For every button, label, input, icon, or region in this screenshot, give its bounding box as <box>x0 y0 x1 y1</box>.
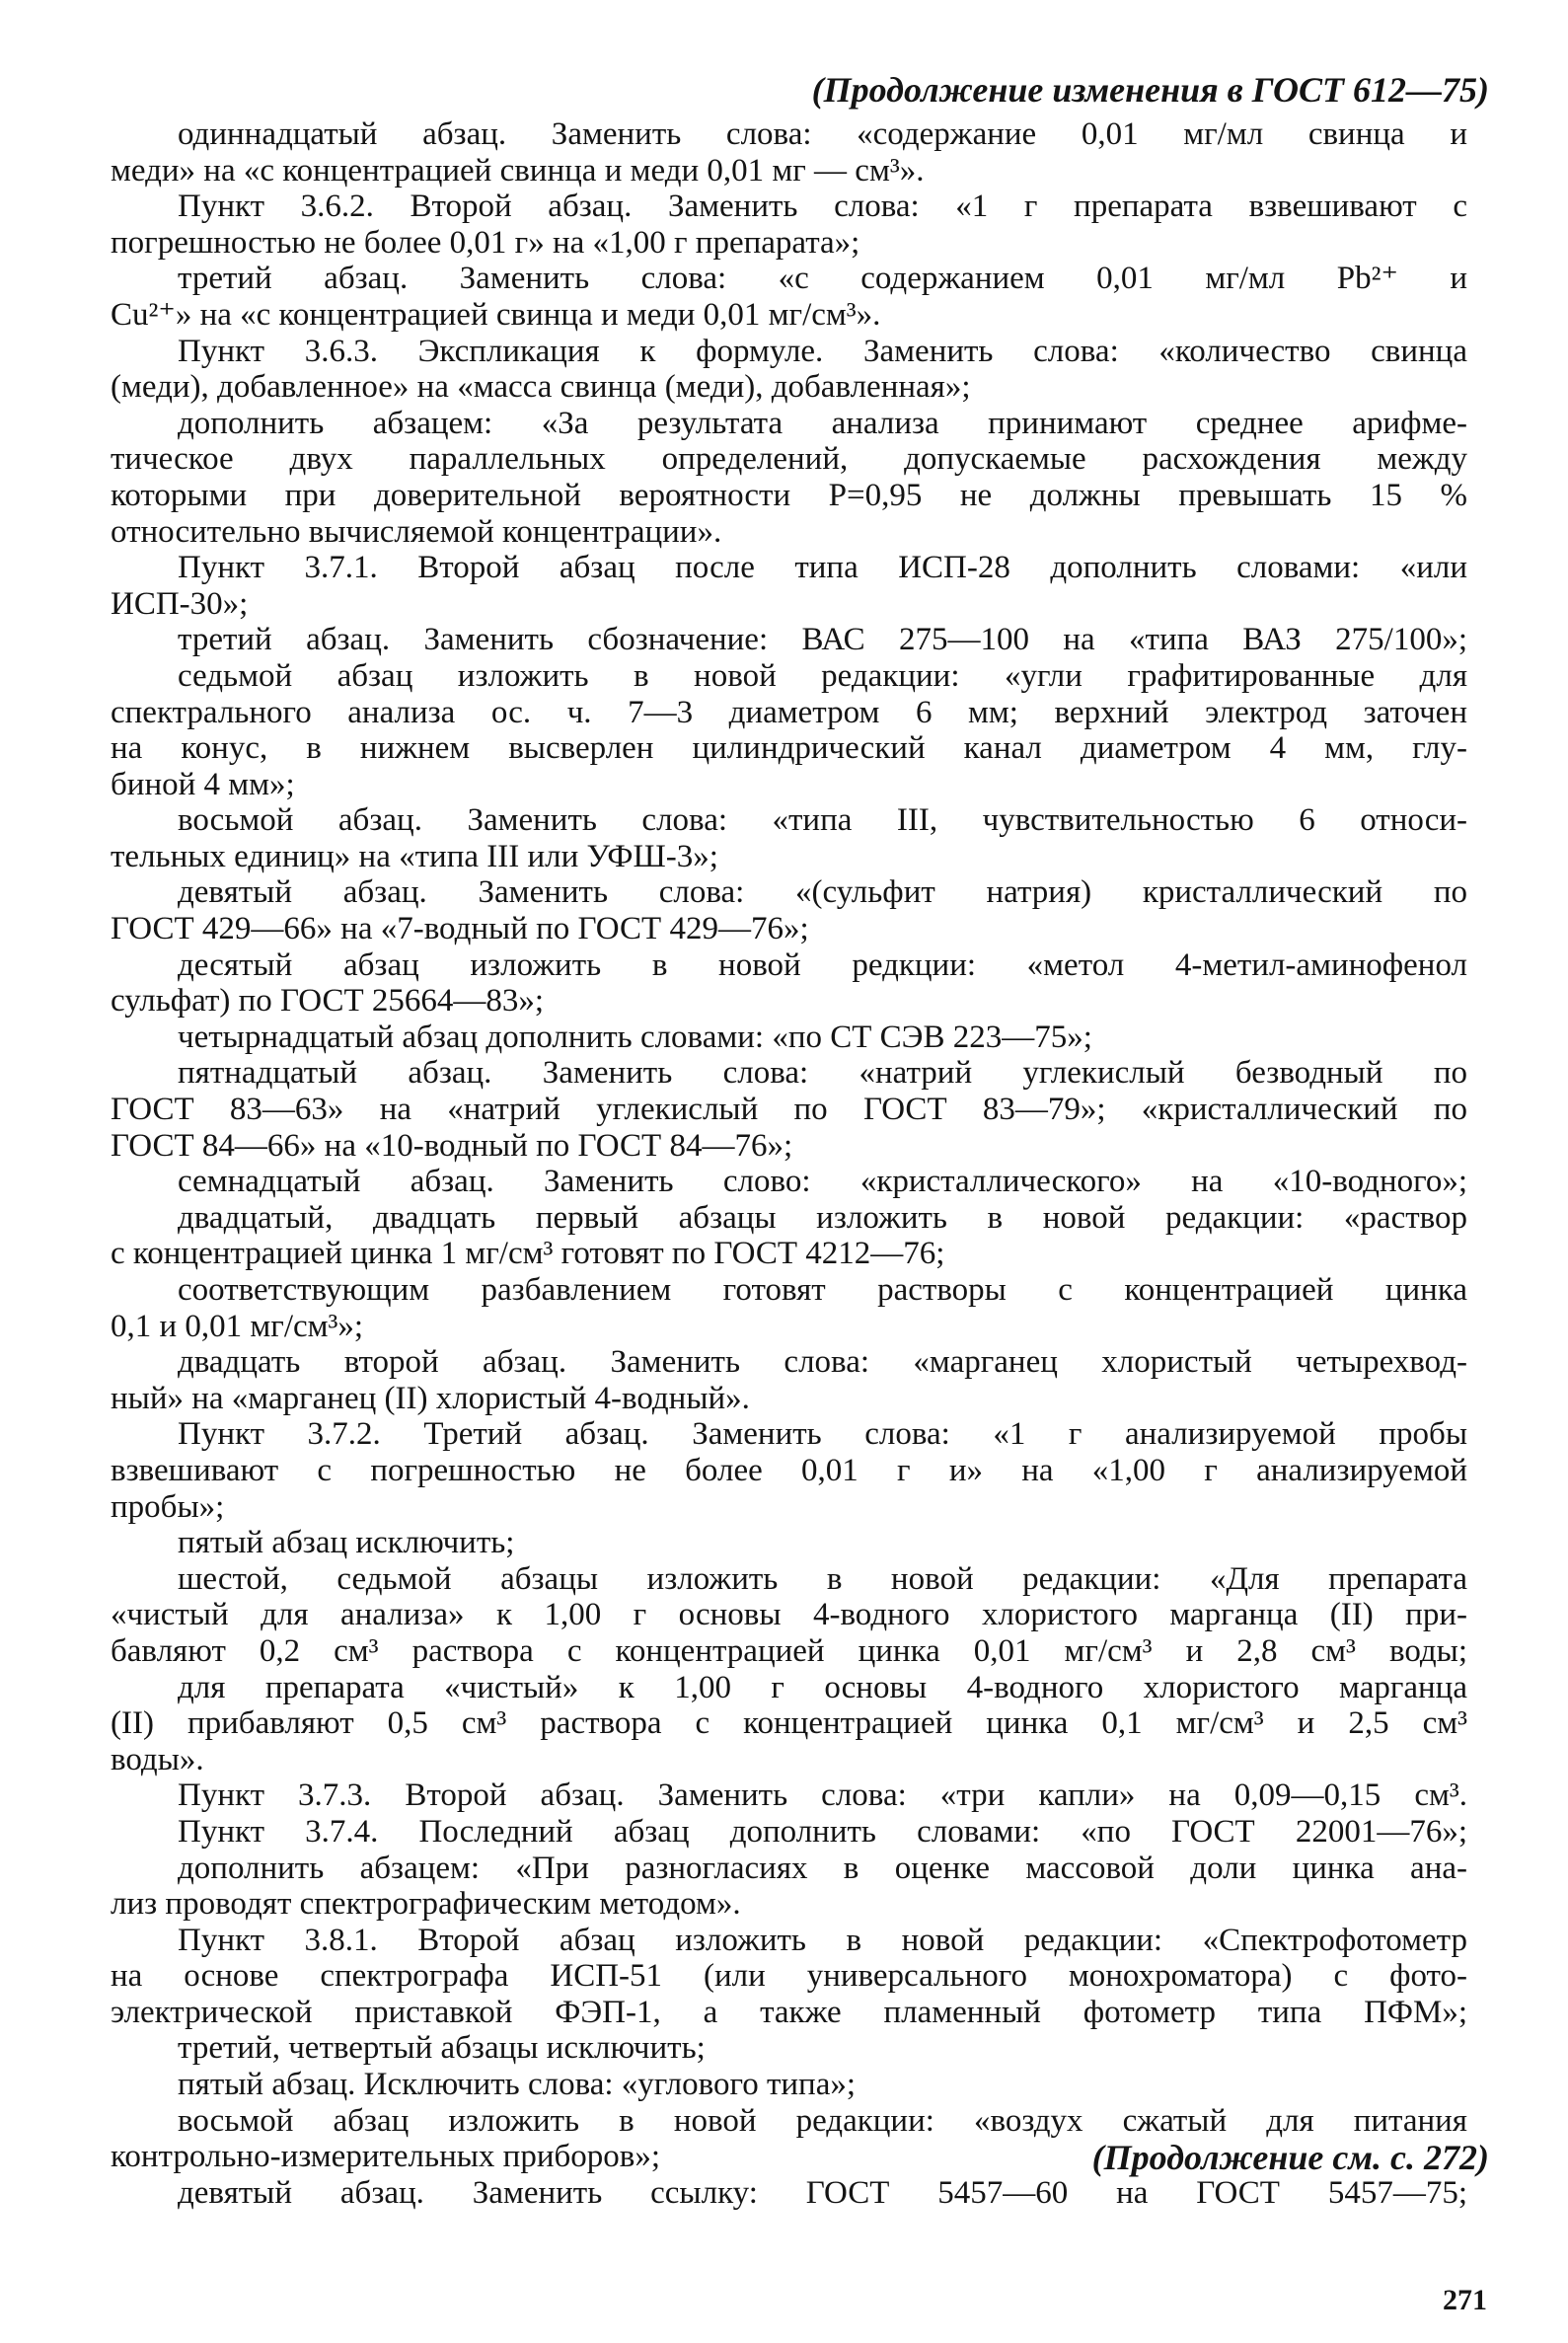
text-line: восьмой абзац изложить в новой редакции: «воздух сжатый для питания <box>178 2102 1467 2139</box>
text-line: третий, четвертый абзацы исключить; <box>178 2030 706 2067</box>
text-line: третий абзац. Заменить слова: «с содержанием 0,01 мг/мл Pb²⁺ и <box>178 261 1467 297</box>
page-number: 271 <box>1443 2284 1487 2316</box>
text-line: лиз проводят спектрографическим методом». <box>111 1886 741 1923</box>
text-line: с концентрацией цинка 1 мг/см³ готовят по ГОСТ 4212—76; <box>111 1236 945 1272</box>
text-line: пробы»; <box>111 1488 225 1525</box>
text-line: Cu²⁺» на «с концентрацией свинца и меди 0,01 мг/см³». <box>111 296 881 333</box>
text-line: десятый абзац изложить в новой редкции: «метол 4-метил-аминофенол <box>178 946 1467 983</box>
text-line: на конус, в нижнем высверлен цилиндрический канал диаметром 4 мм, глу- <box>111 730 1467 767</box>
text-line: для препарата «чистый» к 1,00 г основы 4-водного хлористого марганца <box>178 1669 1467 1705</box>
text-line: относительно вычисляемой концентрации». <box>111 513 722 550</box>
text-line: Пункт 3.8.1. Второй абзац изложить в новой редакции: «Спектрофотометр <box>178 1922 1467 1958</box>
text-line: Пункт 3.7.4. Последний абзац дополнить словами: «по ГОСТ 22001—76»; <box>178 1813 1467 1850</box>
text-line: девятый абзац. Заменить слова: «(сульфит натрия) кристаллический по <box>178 874 1467 911</box>
text-line: третий абзац. Заменить сбозначение: ВАС 275—100 на «типа ВАЗ 275/100»; <box>178 622 1467 658</box>
text-line: контрольно-измерительных приборов»; <box>111 2139 661 2175</box>
text-line: Пункт 3.7.3. Второй абзац. Заменить слова: «три капли» на 0,09—0,15 см³. <box>178 1777 1467 1814</box>
text-line: шестой, седьмой абзацы изложить в новой редакции: «Для препарата <box>178 1560 1467 1597</box>
text-line: дополнить абзацем: «За результата анализа принимают среднее арифме- <box>178 405 1467 441</box>
text-line: бавляют 0,2 см³ раствора с концентрацией цинка 0,01 мг/см³ и 2,8 см³ воды; <box>111 1632 1467 1669</box>
text-line: спектрального анализа ос. ч. 7—3 диаметром 6 мм; верхний электрод заточен <box>111 694 1467 730</box>
text-line: Пункт 3.6.3. Экспликация к формуле. Заменить слова: «количество свинца <box>178 333 1467 369</box>
text-line: (II) прибавляют 0,5 см³ раствора с концентрацией цинка 0,1 мг/см³ и 2,5 см³ <box>111 1705 1467 1742</box>
text-line: которыми при доверительной вероятности P=0,95 не должны превышать 15 % <box>111 477 1467 513</box>
text-line: 0,1 и 0,01 мг/см³»; <box>111 1308 364 1344</box>
text-line: семнадцатый абзац. Заменить слово: «кристаллического» на «10-водного»; <box>178 1164 1467 1200</box>
text-line: электрической приставкой ФЭП-1, а также пламенный фотометр типа ПФМ»; <box>111 1994 1467 2030</box>
text-line: восьмой абзац. Заменить слова: «типа III, чувствительностью 6 относи- <box>178 802 1467 839</box>
text-line: Пункт 3.7.2. Третий абзац. Заменить слова: «1 г анализируемой пробы <box>178 1416 1467 1453</box>
text-line: двадцать второй абзац. Заменить слова: «марганец хлористый четырехвод- <box>178 1344 1467 1381</box>
text-line: ГОСТ 83—63» на «натрий углекислый по ГОСТ 83—79»; «кристаллический по <box>111 1092 1467 1128</box>
text-line: Пункт 3.6.2. Второй абзац. Заменить слова: «1 г препарата взвешивают с <box>178 189 1467 225</box>
text-line: взвешивают с погрешностью не более 0,01 г и» на «1,00 г анализируемой <box>111 1452 1467 1488</box>
text-line: четырнадцатый абзац дополнить словами: «по СТ СЭВ 223—75»; <box>178 1019 1092 1055</box>
text-line: пятый абзац. Исключить слова: «углового типа»; <box>178 2067 857 2103</box>
text-line: девятый абзац. Заменить ссылку: ГОСТ 5457—60 на ГОСТ 5457—75; <box>178 2174 1467 2211</box>
text-line: дополнить абзацем: «При разногласиях в оценке массовой доли цинка ана- <box>178 1850 1467 1886</box>
text-line: погрешностью не более 0,01 г» на «1,00 г препарата»; <box>111 224 860 261</box>
text-line: ИСП-30»; <box>111 585 249 622</box>
text-line: тическое двух параллельных определений, допускаемые расхождения между <box>111 441 1467 478</box>
text-line: меди» на «с концентрацией свинца и меди 0,01 мг — см³». <box>111 152 925 189</box>
running-header: (Продолжение изменения в ГОСТ 612—75) <box>811 70 1489 110</box>
text-line: пятый абзац исключить; <box>178 1525 515 1561</box>
text-line: на основе спектрографа ИСП-51 (или универсального монохроматора) с фото- <box>111 1958 1467 1995</box>
text-line: одиннадцатый абзац. Заменить слова: «содержание 0,01 мг/мл свинца и <box>178 116 1467 152</box>
text-line: биной 4 мм»; <box>111 766 295 802</box>
text-line: тельных единиц» на «типа III или УФШ-3»; <box>111 838 718 874</box>
text-line: воды». <box>111 1741 204 1777</box>
continuation-note: (Продолжение см. с. 272) <box>1091 2138 1489 2177</box>
text-line: ный» на «марганец (II) хлористый 4-водный». <box>111 1380 750 1416</box>
text-line: «чистый для анализа» к 1,00 г основы 4-водного хлористого марганца (II) при- <box>111 1597 1467 1633</box>
text-line: (меди), добавленное» на «масса свинца (меди), добавленная»; <box>111 369 971 406</box>
text-line: сульфат) по ГОСТ 25664—83»; <box>111 983 545 1020</box>
body-text <box>111 116 1467 2211</box>
text-line: седьмой абзац изложить в новой редакции: «угли графитированные для <box>178 657 1467 694</box>
text-line: ГОСТ 84—66» на «10-водный по ГОСТ 84—76»; <box>111 1127 793 1164</box>
text-line: двадцатый, двадцать первый абзацы изложить в новой редакции: «раствор <box>178 1199 1467 1236</box>
text-line: Пункт 3.7.1. Второй абзац после типа ИСП-28 дополнить словами: «или <box>178 550 1467 586</box>
text-line: пятнадцатый абзац. Заменить слова: «натрий углекислый безводный по <box>178 1055 1467 1092</box>
text-line: соответствующим разбавлением готовят растворы с концентрацией цинка <box>178 1272 1467 1308</box>
text-line: ГОСТ 429—66» на «7-водный по ГОСТ 429—76»; <box>111 911 809 947</box>
